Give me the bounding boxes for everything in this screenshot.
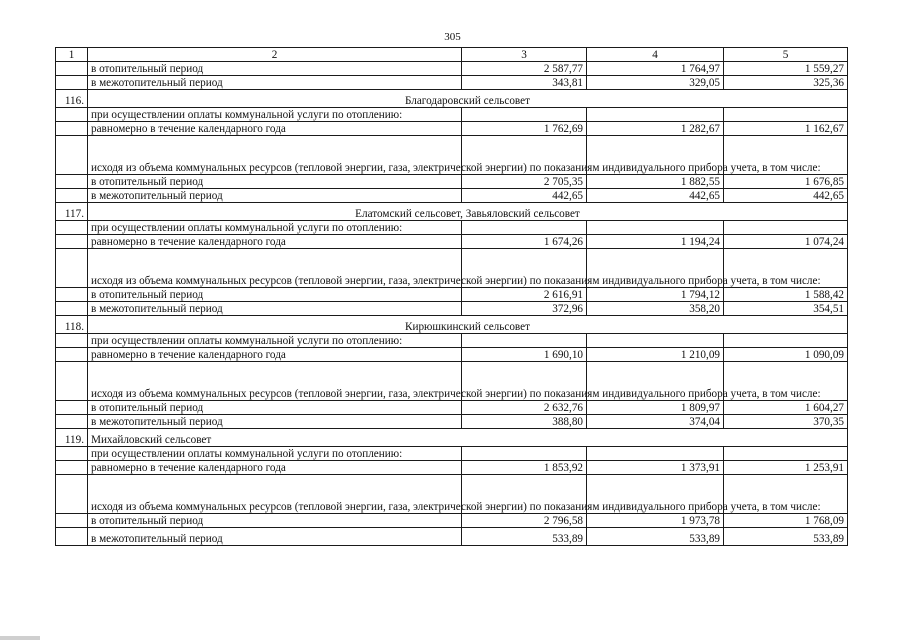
value-cell: 2 705,35 <box>462 175 587 189</box>
index-cell <box>56 334 88 348</box>
value-cell <box>462 108 587 122</box>
table-row <box>56 288 848 302</box>
value-cell: 1 373,91 <box>587 461 724 475</box>
column-number: 1 <box>56 48 88 62</box>
value-cell <box>724 447 848 461</box>
tariff-table <box>55 47 848 546</box>
value-cell: 354,51 <box>724 302 848 316</box>
row-label: в отопительный период <box>88 401 462 415</box>
row-label: в межотопительный период <box>88 76 462 90</box>
row-label: равномерно в течение календарного года <box>88 122 462 136</box>
table-row <box>56 514 848 528</box>
section-row <box>56 316 848 334</box>
items-body <box>56 90 848 546</box>
section-title: Благодаровский сельсовет <box>88 90 848 108</box>
row-label: в отопительный период <box>88 175 462 189</box>
item-number: 118. <box>56 316 88 334</box>
value-cell: 1 090,09 <box>724 348 848 362</box>
value-cell: 325,36 <box>724 76 848 90</box>
value-cell: 370,35 <box>724 415 848 429</box>
row-label: в межотопительный период <box>88 302 462 316</box>
table-row <box>56 235 848 249</box>
section-title: Елатомский сельсовет, Завьяловский сельсовет <box>88 203 848 221</box>
index-cell <box>56 288 88 302</box>
row-label: исходя из объема коммунальных ресурсов (тепловой энергии, газа, электрической энергии) по показаниям индивидуального прибора учета, в том числе: <box>88 249 462 288</box>
column-number-row <box>56 48 848 62</box>
index-cell <box>56 362 88 401</box>
value-cell <box>462 334 587 348</box>
table-row <box>56 302 848 316</box>
index-cell <box>56 108 88 122</box>
column-number: 3 <box>462 48 587 62</box>
value-cell: 1 282,67 <box>587 122 724 136</box>
value-cell: 1 853,92 <box>462 461 587 475</box>
value-cell: 1 674,26 <box>462 235 587 249</box>
value-cell: 374,04 <box>587 415 724 429</box>
value-cell <box>724 108 848 122</box>
index-cell <box>56 249 88 288</box>
table-row <box>56 415 848 429</box>
section-row <box>56 203 848 221</box>
section-title: Михайловский сельсовет <box>88 429 848 447</box>
index-cell <box>56 189 88 203</box>
table-row <box>56 334 848 348</box>
value-cell: 358,20 <box>587 302 724 316</box>
row-label: в межотопительный период <box>88 528 462 546</box>
table-row <box>56 249 848 288</box>
index-cell <box>56 401 88 415</box>
row-label: исходя из объема коммунальных ресурсов (тепловой энергии, газа, электрической энергии) по показаниям индивидуального прибора учета, в том числе: <box>88 362 462 401</box>
value-cell: 2 632,76 <box>462 401 587 415</box>
index-cell <box>56 348 88 362</box>
value-cell: 388,80 <box>462 415 587 429</box>
value-cell: 1 604,27 <box>724 401 848 415</box>
value-cell: 1 882,55 <box>587 175 724 189</box>
value-cell: 1 253,91 <box>724 461 848 475</box>
value-cell <box>724 334 848 348</box>
table-row <box>56 189 848 203</box>
value-cell <box>587 447 724 461</box>
table-row <box>56 447 848 461</box>
value-cell <box>587 108 724 122</box>
table-row <box>56 62 848 76</box>
value-cell: 1 764,97 <box>587 62 724 76</box>
value-cell: 442,65 <box>587 189 724 203</box>
value-cell: 1 194,24 <box>587 235 724 249</box>
value-cell: 1 973,78 <box>587 514 724 528</box>
value-cell <box>462 221 587 235</box>
value-cell: 1 210,09 <box>587 348 724 362</box>
table-row <box>56 461 848 475</box>
value-cell: 1 690,10 <box>462 348 587 362</box>
table-row <box>56 475 848 514</box>
row-label: исходя из объема коммунальных ресурсов (тепловой энергии, газа, электрической энергии) по показаниям индивидуального прибора учета, в том числе: <box>88 136 462 175</box>
index-cell <box>56 415 88 429</box>
table-row <box>56 122 848 136</box>
index-cell <box>56 514 88 528</box>
table-row <box>56 175 848 189</box>
item-number: 117. <box>56 203 88 221</box>
row-label: при осуществлении оплаты коммунальной услуги по отоплению: <box>88 108 462 122</box>
table-row <box>56 348 848 362</box>
section-row <box>56 90 848 108</box>
index-cell <box>56 528 88 546</box>
table-row <box>56 76 848 90</box>
value-cell: 442,65 <box>462 189 587 203</box>
index-cell <box>56 62 88 76</box>
table-row <box>56 401 848 415</box>
column-number: 5 <box>724 48 848 62</box>
value-cell: 1 809,97 <box>587 401 724 415</box>
value-cell: 533,89 <box>587 528 724 546</box>
value-cell <box>462 447 587 461</box>
index-cell <box>56 76 88 90</box>
row-label: равномерно в течение календарного года <box>88 235 462 249</box>
index-cell <box>56 461 88 475</box>
table-row <box>56 221 848 235</box>
value-cell: 1 162,67 <box>724 122 848 136</box>
row-label: в отопительный период <box>88 62 462 76</box>
row-label: равномерно в течение календарного года <box>88 348 462 362</box>
value-cell <box>724 221 848 235</box>
table-row <box>56 528 848 546</box>
item-number: 119. <box>56 429 88 447</box>
value-cell: 2 587,77 <box>462 62 587 76</box>
index-cell <box>56 447 88 461</box>
row-label: в отопительный период <box>88 288 462 302</box>
row-label: при осуществлении оплаты коммунальной услуги по отоплению: <box>88 334 462 348</box>
index-cell <box>56 175 88 189</box>
scan-edge-mark <box>0 636 40 640</box>
section-title: Кирюшкинский сельсовет <box>88 316 848 334</box>
value-cell <box>587 221 724 235</box>
value-cell: 2 796,58 <box>462 514 587 528</box>
value-cell: 372,96 <box>462 302 587 316</box>
value-cell: 1 762,69 <box>462 122 587 136</box>
column-number: 4 <box>587 48 724 62</box>
row-label: при осуществлении оплаты коммунальной услуги по отоплению: <box>88 221 462 235</box>
index-cell <box>56 475 88 514</box>
table-row <box>56 362 848 401</box>
value-cell: 533,89 <box>462 528 587 546</box>
value-cell: 2 616,91 <box>462 288 587 302</box>
value-cell: 533,89 <box>724 528 848 546</box>
value-cell: 1 559,27 <box>724 62 848 76</box>
row-label: исходя из объема коммунальных ресурсов (тепловой энергии, газа, электрической энергии) по показаниям индивидуального прибора учета, в том числе: <box>88 475 462 514</box>
row-label: равномерно в течение календарного года <box>88 461 462 475</box>
value-cell: 1 074,24 <box>724 235 848 249</box>
value-cell: 442,65 <box>724 189 848 203</box>
item-number: 116. <box>56 90 88 108</box>
value-cell: 1 768,09 <box>724 514 848 528</box>
index-cell <box>56 302 88 316</box>
value-cell: 343,81 <box>462 76 587 90</box>
value-cell: 1 588,42 <box>724 288 848 302</box>
column-number: 2 <box>88 48 462 62</box>
row-label: в межотопительный период <box>88 189 462 203</box>
table-row <box>56 108 848 122</box>
row-label: в отопительный период <box>88 514 462 528</box>
index-cell <box>56 235 88 249</box>
index-cell <box>56 136 88 175</box>
row-label: при осуществлении оплаты коммунальной услуги по отоплению: <box>88 447 462 461</box>
table-row <box>56 136 848 175</box>
page-number: 305 <box>444 31 461 43</box>
index-cell <box>56 122 88 136</box>
value-cell: 1 794,12 <box>587 288 724 302</box>
value-cell <box>587 334 724 348</box>
row-label: в межотопительный период <box>88 415 462 429</box>
value-cell: 329,05 <box>587 76 724 90</box>
index-cell <box>56 221 88 235</box>
section-row <box>56 429 848 447</box>
value-cell: 1 676,85 <box>724 175 848 189</box>
